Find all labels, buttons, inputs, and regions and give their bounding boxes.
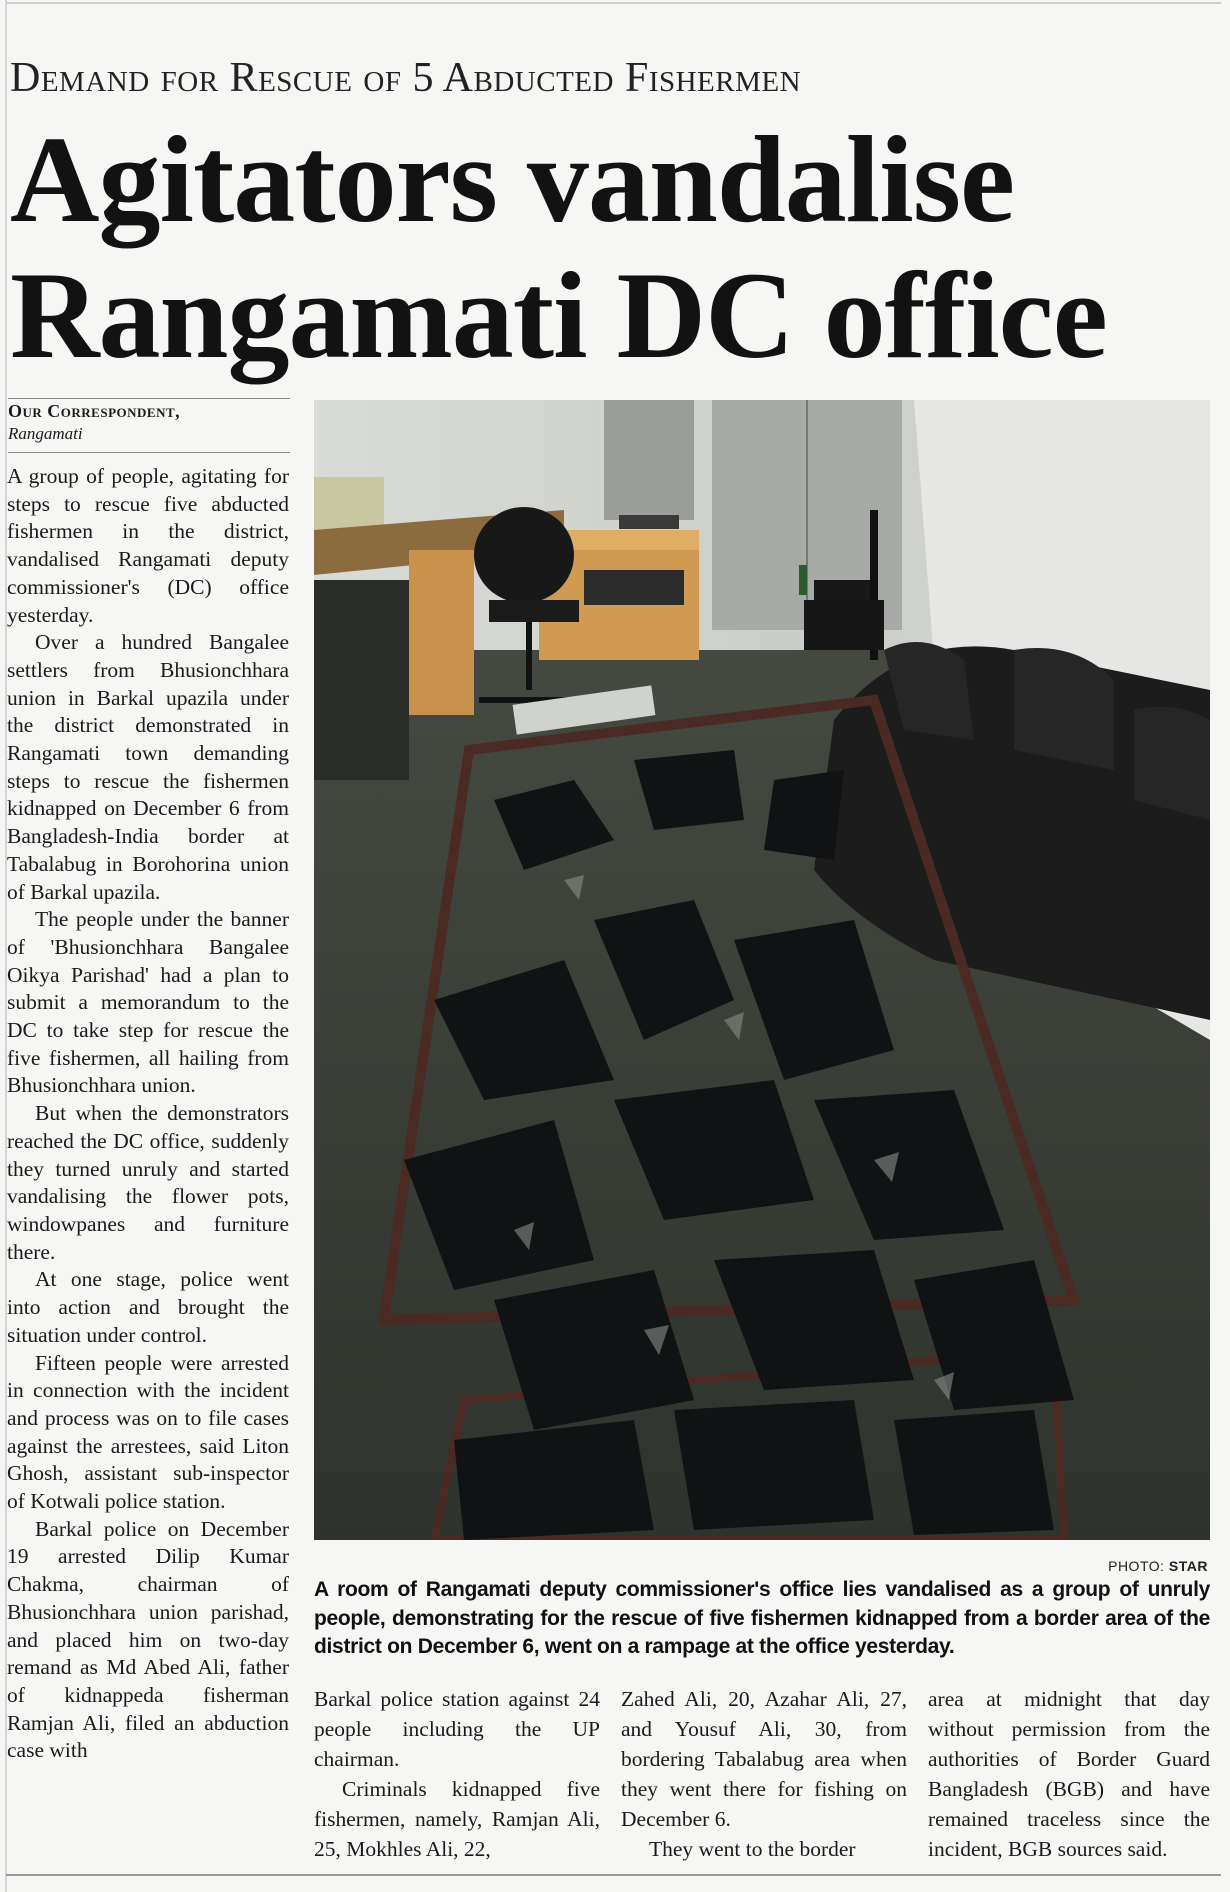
paragraph: Over a hundred Bangalee settlers from Bhusionchhara union in Barkal upazila under the district demonstrated in Rangamati town demanding steps to rescue the fishermen kidnapped on December 6 from Bangladesh-India border at Tabalabug in Borohorina union of Barkal upazila. [7,630,289,904]
news-photo [314,400,1210,1540]
dateline: Rangamati [8,424,83,443]
paragraph: area at midnight that day without permission from the authorities of Border Guard Bangladesh (BGB) and have remained traceless since the incident, BGB sources said. [928,1687,1210,1861]
photo-credit-label: PHOTO: [1108,1558,1165,1574]
headline-line-1: Agitators vandalise [10,111,1014,248]
bottom-rule [6,1874,1221,1876]
photo-caption: A room of Rangamati deputy commissioner's office lies vandalised as a group of unruly people, demonstrating for the rescue of five fishermen kidnapped from a border area of the district on December 6, went on a rampage at the office yesterday. [314,1578,1210,1658]
paragraph: But when the demonstrators reached the DC office, suddenly they turned unruly and started vandalising the flower pots, windowpanes and furniture there. [7,1101,289,1264]
body-column-2 [621,1684,907,1870]
paragraph: The people under the banner of 'Bhusionchhara Bangalee Oikya Parishad' had a plan to submit a memorandum to the DC to take step for rescue the five fishermen, all hailing from Bhusionchhara union. [7,907,289,1098]
paragraph: At one stage, police went into action and brought the situation under control. [7,1267,289,1347]
top-rule [6,2,1221,4]
photo-credit-source: STAR [1168,1558,1208,1574]
left-column [7,463,289,1868]
headline-line-2: Rangamati DC office [10,247,1107,384]
headline [10,112,1220,384]
paragraph: Barkal police station against 24 people including the UP chairman. [314,1687,600,1771]
vandalised-office-illustration [314,400,1210,1540]
paragraph: Zahed Ali, 20, Azahar Ali, 27, and Yousuf Ali, 30, from bordering Tabalabug area when they went there for fishing on December 6. [621,1687,907,1831]
kicker: Demand for Rescue of 5 Abducted Fishermen [10,55,802,101]
byline-rule [8,398,290,399]
paragraph: Barkal police on December 19 arrested Dilip Kumar Chakma, chairman of Bhusionchhara union parishad, and placed him on two-day remand as Md Abed Ali, father of kidnappeda fisherman Ramjan Ali, filed an abduction case with [7,1516,289,1763]
body-column-1 [314,1684,600,1870]
paragraph: Fifteen people were arrested in connection with the incident and process was on to file cases against the arrestees, said Liton Ghosh, assistant sub-inspector of Kotwali police station. [7,1350,289,1514]
byline-rule-bottom [8,452,290,453]
body-column-3 [928,1684,1210,1870]
paragraph: They went to the border [649,1837,856,1861]
photo-credit [1000,1558,1208,1574]
byline: Our Correspondent, [8,401,181,421]
paragraph: A group of people, agitating for steps to rescue five abducted fishermen in the district, vandalised Rangamati deputy commissioner's (DC) office yesterday. [7,464,289,627]
paragraph: Criminals kidnapped five fishermen, namely, Ramjan Ali, 25, Mokhles Ali, 22, [314,1777,600,1861]
